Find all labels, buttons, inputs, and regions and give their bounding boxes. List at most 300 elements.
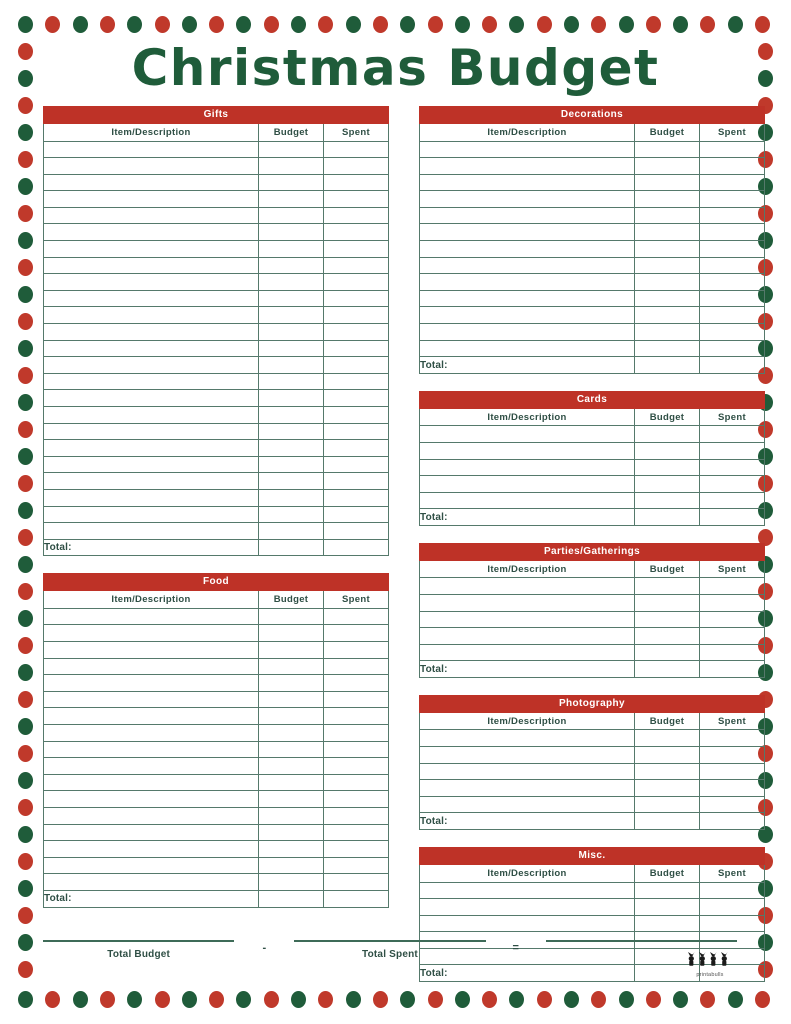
- entry-cell-description[interactable]: [420, 158, 635, 175]
- entry-cell-spent[interactable]: [324, 373, 389, 390]
- entry-row: [44, 774, 389, 791]
- border-dot: [564, 16, 579, 33]
- entry-cell-budget[interactable]: [259, 874, 324, 891]
- entry-row: [420, 174, 765, 191]
- border-dot: [346, 16, 361, 33]
- entry-cell-spent[interactable]: [700, 442, 765, 459]
- entry-cell-description[interactable]: [44, 390, 259, 407]
- entry-cell-budget[interactable]: [259, 523, 324, 540]
- entry-cell-description[interactable]: [420, 644, 635, 661]
- result-field-wrap: [546, 924, 737, 942]
- border-dot: [18, 178, 33, 195]
- entry-cell-budget[interactable]: [259, 741, 324, 758]
- entry-row: [420, 899, 765, 916]
- entry-cell-budget[interactable]: [259, 357, 324, 374]
- entry-cell-spent[interactable]: [324, 340, 389, 357]
- footer-totals: [43, 924, 737, 978]
- entry-cell-spent[interactable]: [324, 390, 389, 407]
- entry-row: [44, 807, 389, 824]
- entry-cell-budget[interactable]: [259, 658, 324, 675]
- entry-cell-budget[interactable]: [259, 642, 324, 659]
- entry-row: [420, 459, 765, 476]
- column-header-budget: Budget: [635, 713, 700, 730]
- entry-row: [420, 780, 765, 797]
- entry-cell-description[interactable]: [420, 594, 635, 611]
- entry-cell-budget[interactable]: [635, 207, 700, 224]
- entry-cell-budget[interactable]: [635, 174, 700, 191]
- column-header-row: [420, 409, 765, 426]
- entry-row: [420, 257, 765, 274]
- border-dot: [482, 16, 497, 33]
- entry-cell-budget[interactable]: [635, 442, 700, 459]
- entry-cell-description[interactable]: [420, 628, 635, 645]
- entry-cell-budget[interactable]: [259, 857, 324, 874]
- entry-cell-spent[interactable]: [324, 423, 389, 440]
- entry-cell-spent[interactable]: [700, 340, 765, 357]
- entry-cell-budget[interactable]: [635, 141, 700, 158]
- entry-cell-spent[interactable]: [324, 307, 389, 324]
- result-input[interactable]: [546, 924, 737, 942]
- entry-cell-description[interactable]: [44, 257, 259, 274]
- entry-cell-spent[interactable]: [324, 774, 389, 791]
- entry-cell-spent[interactable]: [700, 899, 765, 916]
- entry-cell-budget[interactable]: [259, 841, 324, 858]
- section-title-misc: Misc.: [419, 847, 765, 865]
- total-label: Total:: [44, 539, 259, 556]
- entry-cell-spent[interactable]: [700, 426, 765, 443]
- border-dot: [18, 124, 33, 141]
- entry-row: [44, 625, 389, 642]
- entry-cell-description[interactable]: [420, 426, 635, 443]
- entry-cell-description[interactable]: [44, 456, 259, 473]
- entry-cell-description[interactable]: [420, 257, 635, 274]
- entry-cell-budget[interactable]: [635, 492, 700, 509]
- entry-cell-spent[interactable]: [324, 174, 389, 191]
- entry-cell-budget[interactable]: [635, 191, 700, 208]
- entry-cell-spent[interactable]: [324, 625, 389, 642]
- entry-row: [44, 874, 389, 891]
- entry-cell-description[interactable]: [44, 241, 259, 258]
- entry-row: [44, 456, 389, 473]
- entry-cell-description[interactable]: [44, 725, 259, 742]
- entry-cell-description[interactable]: [420, 191, 635, 208]
- entry-cell-budget[interactable]: [259, 489, 324, 506]
- border-dot: [18, 394, 33, 411]
- entry-cell-description[interactable]: [44, 675, 259, 692]
- entry-cell-spent[interactable]: [324, 824, 389, 841]
- entry-cell-description[interactable]: [420, 307, 635, 324]
- entry-cell-description[interactable]: [44, 807, 259, 824]
- entry-cell-description[interactable]: [44, 373, 259, 390]
- entry-cell-spent[interactable]: [700, 882, 765, 899]
- entry-cell-spent[interactable]: [324, 791, 389, 808]
- border-dot: [18, 70, 33, 87]
- entry-cell-description[interactable]: [420, 241, 635, 258]
- entry-cell-spent[interactable]: [324, 807, 389, 824]
- entry-cell-budget[interactable]: [259, 290, 324, 307]
- entry-cell-budget[interactable]: [635, 241, 700, 258]
- entry-cell-budget[interactable]: [259, 440, 324, 457]
- entry-cell-budget[interactable]: [635, 730, 700, 747]
- entry-cell-description[interactable]: [44, 274, 259, 291]
- entry-cell-budget[interactable]: [259, 158, 324, 175]
- entry-cell-budget[interactable]: [635, 274, 700, 291]
- entry-cell-description[interactable]: [420, 442, 635, 459]
- entry-cell-description[interactable]: [420, 882, 635, 899]
- entry-cell-budget[interactable]: [259, 191, 324, 208]
- entry-row: [44, 373, 389, 390]
- entry-cell-spent[interactable]: [324, 357, 389, 374]
- entry-cell-budget[interactable]: [635, 459, 700, 476]
- entry-cell-spent[interactable]: [700, 628, 765, 645]
- entry-row: [44, 340, 389, 357]
- entry-cell-description[interactable]: [44, 290, 259, 307]
- total-row: [420, 357, 765, 374]
- entry-cell-spent[interactable]: [700, 780, 765, 797]
- entry-cell-description[interactable]: [44, 625, 259, 642]
- total-cell-spent[interactable]: [324, 890, 389, 907]
- entry-cell-spent[interactable]: [324, 141, 389, 158]
- total-cell-budget[interactable]: [259, 539, 324, 556]
- entry-cell-description[interactable]: [420, 780, 635, 797]
- entry-cell-budget[interactable]: [259, 340, 324, 357]
- entry-cell-spent[interactable]: [700, 594, 765, 611]
- total-cell-spent[interactable]: [700, 509, 765, 526]
- entry-cell-description[interactable]: [44, 658, 259, 675]
- section-title-parties: Parties/Gatherings: [419, 543, 765, 561]
- entry-cell-description[interactable]: [44, 758, 259, 775]
- entry-row: [44, 708, 389, 725]
- entry-cell-spent[interactable]: [324, 708, 389, 725]
- entry-row: [420, 141, 765, 158]
- entry-row: [44, 642, 389, 659]
- entry-cell-spent[interactable]: [700, 747, 765, 764]
- entry-cell-description[interactable]: [420, 290, 635, 307]
- entry-cell-budget[interactable]: [259, 824, 324, 841]
- entry-cell-spent[interactable]: [324, 741, 389, 758]
- border-dot: [18, 529, 33, 546]
- entry-cell-description[interactable]: [44, 642, 259, 659]
- border-dot: [155, 16, 170, 33]
- entry-cell-budget[interactable]: [259, 625, 324, 642]
- total-cell-budget[interactable]: [635, 661, 700, 678]
- entry-cell-description[interactable]: [44, 207, 259, 224]
- entry-cell-budget[interactable]: [259, 141, 324, 158]
- border-dot: [18, 16, 33, 33]
- entry-cell-budget[interactable]: [635, 476, 700, 493]
- entry-cell-description[interactable]: [44, 691, 259, 708]
- entry-cell-description[interactable]: [44, 489, 259, 506]
- entry-cell-spent[interactable]: [700, 158, 765, 175]
- total-label: Total:: [420, 509, 635, 526]
- entry-cell-spent[interactable]: [324, 257, 389, 274]
- column-header-budget: Budget: [635, 865, 700, 882]
- entry-row: [44, 675, 389, 692]
- entry-cell-spent[interactable]: [324, 489, 389, 506]
- section-title-cards: Cards: [419, 391, 765, 409]
- entry-cell-spent[interactable]: [700, 290, 765, 307]
- entry-cell-budget[interactable]: [259, 725, 324, 742]
- entry-cell-description[interactable]: [420, 476, 635, 493]
- entry-cell-description[interactable]: [44, 191, 259, 208]
- entry-cell-description[interactable]: [420, 747, 635, 764]
- entry-row: [44, 224, 389, 241]
- entry-cell-budget[interactable]: [635, 780, 700, 797]
- total-cell-spent[interactable]: [700, 813, 765, 830]
- entry-cell-spent[interactable]: [324, 758, 389, 775]
- entry-cell-budget[interactable]: [635, 644, 700, 661]
- entry-row: [44, 857, 389, 874]
- entry-cell-description[interactable]: [420, 899, 635, 916]
- entry-cell-description[interactable]: [44, 824, 259, 841]
- entry-cell-budget[interactable]: [259, 373, 324, 390]
- entry-cell-budget[interactable]: [259, 274, 324, 291]
- entry-cell-spent[interactable]: [700, 763, 765, 780]
- entry-cell-spent[interactable]: [700, 476, 765, 493]
- total-cell-spent[interactable]: [700, 357, 765, 374]
- entry-cell-description[interactable]: [44, 324, 259, 341]
- entry-cell-budget[interactable]: [635, 882, 700, 899]
- entry-cell-budget[interactable]: [635, 426, 700, 443]
- entry-cell-spent[interactable]: [700, 224, 765, 241]
- total-cell-budget[interactable]: [635, 509, 700, 526]
- entry-cell-spent[interactable]: [700, 611, 765, 628]
- entry-cell-description[interactable]: [420, 730, 635, 747]
- entry-row: [44, 841, 389, 858]
- entry-cell-spent[interactable]: [324, 290, 389, 307]
- border-dot: [758, 43, 773, 60]
- entry-cell-description[interactable]: [44, 307, 259, 324]
- total-budget-input[interactable]: [43, 924, 234, 942]
- entry-cell-description[interactable]: [420, 763, 635, 780]
- entry-cell-budget[interactable]: [635, 224, 700, 241]
- border-dot: [18, 583, 33, 600]
- entry-cell-description[interactable]: [420, 492, 635, 509]
- entry-cell-description[interactable]: [44, 440, 259, 457]
- entry-cell-budget[interactable]: [259, 207, 324, 224]
- entry-cell-spent[interactable]: [324, 407, 389, 424]
- entry-cell-description[interactable]: [44, 774, 259, 791]
- column-header-description: Item/Description: [420, 713, 635, 730]
- entry-cell-budget[interactable]: [259, 241, 324, 258]
- entry-cell-spent[interactable]: [700, 307, 765, 324]
- entry-cell-description[interactable]: [44, 608, 259, 625]
- entry-cell-spent[interactable]: [700, 241, 765, 258]
- entry-cell-budget[interactable]: [635, 763, 700, 780]
- entry-cell-budget[interactable]: [635, 257, 700, 274]
- entry-cell-description[interactable]: [44, 423, 259, 440]
- entry-cell-budget[interactable]: [259, 473, 324, 490]
- entry-row: [420, 290, 765, 307]
- entry-cell-budget[interactable]: [259, 506, 324, 523]
- entry-cell-budget[interactable]: [635, 796, 700, 813]
- entry-cell-budget[interactable]: [259, 675, 324, 692]
- entry-cell-description[interactable]: [44, 874, 259, 891]
- entry-row: [44, 290, 389, 307]
- entry-cell-spent[interactable]: [324, 207, 389, 224]
- border-dot: [18, 367, 33, 384]
- entry-cell-description[interactable]: [420, 274, 635, 291]
- entry-cell-description[interactable]: [420, 224, 635, 241]
- entry-cell-spent[interactable]: [324, 608, 389, 625]
- entry-row: [44, 407, 389, 424]
- entry-cell-spent[interactable]: [700, 796, 765, 813]
- entry-cell-description[interactable]: [420, 611, 635, 628]
- entry-cell-description[interactable]: [420, 141, 635, 158]
- entry-cell-spent[interactable]: [324, 857, 389, 874]
- entry-cell-description[interactable]: [44, 473, 259, 490]
- entry-cell-description[interactable]: [44, 741, 259, 758]
- entry-cell-budget[interactable]: [259, 608, 324, 625]
- entry-cell-budget[interactable]: [259, 807, 324, 824]
- entry-cell-spent[interactable]: [700, 207, 765, 224]
- entry-cell-spent[interactable]: [700, 274, 765, 291]
- column-header-spent: Spent: [324, 591, 389, 608]
- border-dot: [18, 664, 33, 681]
- border-dot: [18, 772, 33, 789]
- entry-cell-budget[interactable]: [259, 324, 324, 341]
- border-dot: [428, 16, 443, 33]
- entry-cell-description[interactable]: [44, 791, 259, 808]
- entry-cell-spent[interactable]: [700, 191, 765, 208]
- entry-cell-spent[interactable]: [324, 324, 389, 341]
- border-dot: [18, 286, 33, 303]
- entry-cell-spent[interactable]: [700, 174, 765, 191]
- entry-cell-description[interactable]: [44, 523, 259, 540]
- entry-cell-budget[interactable]: [259, 791, 324, 808]
- column-header-spent: Spent: [700, 561, 765, 578]
- bulls-icon: [687, 952, 733, 967]
- entry-cell-budget[interactable]: [259, 257, 324, 274]
- entry-cell-budget[interactable]: [259, 224, 324, 241]
- entry-cell-description[interactable]: [420, 459, 635, 476]
- entry-cell-description[interactable]: [44, 357, 259, 374]
- entry-cell-budget[interactable]: [635, 307, 700, 324]
- entry-cell-budget[interactable]: [259, 456, 324, 473]
- entry-cell-spent[interactable]: [324, 158, 389, 175]
- entry-cell-spent[interactable]: [700, 730, 765, 747]
- entry-cell-spent[interactable]: [324, 224, 389, 241]
- total-cell-budget[interactable]: [635, 357, 700, 374]
- entry-cell-budget[interactable]: [259, 423, 324, 440]
- entry-cell-description[interactable]: [420, 207, 635, 224]
- entry-cell-description[interactable]: [420, 340, 635, 357]
- entry-cell-description[interactable]: [44, 340, 259, 357]
- border-dot: [646, 16, 661, 33]
- entry-cell-description[interactable]: [44, 224, 259, 241]
- total-label: Total:: [420, 965, 635, 982]
- entry-cell-budget[interactable]: [259, 407, 324, 424]
- entry-cell-budget[interactable]: [259, 390, 324, 407]
- column-header-spent: Spent: [700, 713, 765, 730]
- entry-row: [420, 882, 765, 899]
- entry-cell-spent[interactable]: [700, 141, 765, 158]
- entry-cell-spent[interactable]: [324, 456, 389, 473]
- budget-table-photography: [419, 713, 765, 830]
- total-spent-input[interactable]: [294, 924, 485, 942]
- border-dot: [455, 16, 470, 33]
- entry-cell-budget[interactable]: [259, 307, 324, 324]
- entry-cell-budget[interactable]: [635, 611, 700, 628]
- entry-cell-spent[interactable]: [324, 241, 389, 258]
- border-dot: [700, 16, 715, 33]
- entry-cell-budget[interactable]: [635, 747, 700, 764]
- entry-cell-budget[interactable]: [635, 324, 700, 341]
- border-dot: [182, 16, 197, 33]
- entry-cell-description[interactable]: [44, 506, 259, 523]
- border-dot: [18, 205, 33, 222]
- entry-cell-description[interactable]: [44, 174, 259, 191]
- entry-cell-spent[interactable]: [324, 658, 389, 675]
- entry-cell-description[interactable]: [44, 857, 259, 874]
- total-cell-spent[interactable]: [324, 539, 389, 556]
- entry-cell-spent[interactable]: [324, 506, 389, 523]
- entry-cell-description[interactable]: [44, 708, 259, 725]
- entry-cell-spent[interactable]: [324, 440, 389, 457]
- entry-cell-budget[interactable]: [259, 758, 324, 775]
- total-cell-spent[interactable]: [700, 661, 765, 678]
- entry-row: [420, 241, 765, 258]
- entry-cell-spent[interactable]: [324, 841, 389, 858]
- page-content: [40, 34, 751, 980]
- entry-cell-budget[interactable]: [259, 174, 324, 191]
- entry-cell-spent[interactable]: [324, 274, 389, 291]
- entry-cell-budget[interactable]: [635, 158, 700, 175]
- entry-cell-spent[interactable]: [324, 691, 389, 708]
- entry-cell-spent[interactable]: [324, 523, 389, 540]
- entry-cell-spent[interactable]: [700, 324, 765, 341]
- entry-cell-description[interactable]: [420, 174, 635, 191]
- entry-cell-description[interactable]: [44, 141, 259, 158]
- entry-cell-spent[interactable]: [324, 725, 389, 742]
- entry-cell-description[interactable]: [44, 841, 259, 858]
- entry-cell-budget[interactable]: [635, 290, 700, 307]
- total-cell-budget[interactable]: [259, 890, 324, 907]
- entry-cell-budget[interactable]: [635, 340, 700, 357]
- entry-cell-spent[interactable]: [324, 874, 389, 891]
- entry-cell-description[interactable]: [420, 324, 635, 341]
- column-header-spent: Spent: [700, 124, 765, 141]
- entry-cell-description[interactable]: [420, 796, 635, 813]
- entry-cell-budget[interactable]: [259, 774, 324, 791]
- entry-cell-description[interactable]: [44, 158, 259, 175]
- entry-cell-spent[interactable]: [324, 675, 389, 692]
- entry-cell-budget[interactable]: [259, 708, 324, 725]
- entry-cell-budget[interactable]: [635, 899, 700, 916]
- entry-cell-spent[interactable]: [700, 459, 765, 476]
- entry-cell-spent[interactable]: [700, 644, 765, 661]
- entry-cell-description[interactable]: [44, 407, 259, 424]
- entry-cell-budget[interactable]: [259, 691, 324, 708]
- entry-cell-spent[interactable]: [324, 642, 389, 659]
- entry-cell-spent[interactable]: [324, 191, 389, 208]
- entry-cell-spent[interactable]: [700, 578, 765, 595]
- entry-cell-budget[interactable]: [635, 578, 700, 595]
- entry-cell-description[interactable]: [420, 578, 635, 595]
- entry-cell-spent[interactable]: [324, 473, 389, 490]
- entry-cell-spent[interactable]: [700, 492, 765, 509]
- entry-row: [420, 747, 765, 764]
- entry-cell-budget[interactable]: [635, 628, 700, 645]
- column-header-budget: Budget: [635, 409, 700, 426]
- entry-cell-budget[interactable]: [635, 594, 700, 611]
- section-title-gifts: Gifts: [43, 106, 389, 124]
- total-cell-budget[interactable]: [635, 813, 700, 830]
- border-dot: [264, 16, 279, 33]
- entry-cell-spent[interactable]: [700, 257, 765, 274]
- entry-row: [44, 141, 389, 158]
- border-dot: [18, 313, 33, 330]
